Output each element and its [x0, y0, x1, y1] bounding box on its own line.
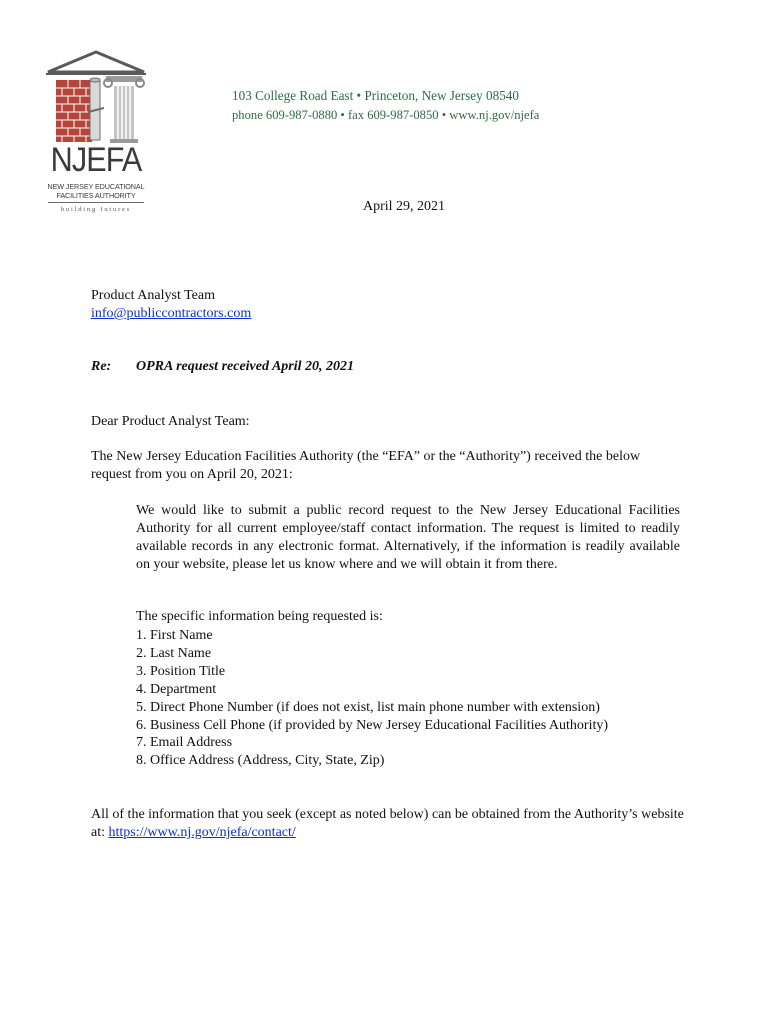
- njefa-logo: [44, 50, 154, 220]
- quoted-request: We would like to submit a public record request to the New Jersey Educational Facilities Authority for all current employee/staff contact information. The request is limited to readily available records in any electronic format. Alternatively, if the information is readily available on your website, please let us know where and we will obtain it from there.: [136, 503, 680, 572]
- logo-wordmark: NJEFA: [50, 141, 142, 179]
- list-item: 8. Office Address (Address, City, State, Zip): [136, 753, 385, 769]
- intro-paragraph: The New Jersey Education Facilities Authority (the “EFA” or the “Authority”) received the below request from you on April 20, 2021:: [91, 449, 641, 482]
- letterhead-contact: phone 609-987-0880 • fax 609-987-0850 • www.nj.gov/njefa: [232, 108, 540, 122]
- letterhead-address: 103 College Road East • Princeton, New Jersey 08540: [232, 88, 519, 103]
- list-item: 4. Department: [136, 681, 217, 697]
- closing-text: All of the information that you seek (except as noted below) can be obtained from the Authority’s website at:: [91, 807, 684, 840]
- contact-page-link[interactable]: https://www.nj.gov/njefa/contact/: [108, 825, 296, 840]
- logo-tagline: building futures: [60, 206, 132, 213]
- re-label: Re:: [91, 359, 112, 374]
- recipient-email-link[interactable]: info@publiccontractors.com: [91, 306, 252, 321]
- spec-list: [136, 627, 608, 770]
- list-item: 2. Last Name: [136, 645, 212, 661]
- list-item: 1. First Name: [136, 628, 213, 643]
- list-item: 7. Email Address: [136, 735, 233, 751]
- closing-paragraph: [91, 806, 691, 842]
- recipient-name: Product Analyst Team: [91, 288, 215, 303]
- building-emblem-icon: [44, 50, 148, 146]
- list-item: 5. Direct Phone Number (if does not exist, list main phone number with extension): [136, 699, 600, 715]
- spec-heading: The specific information being requested is:: [136, 609, 383, 624]
- list-item: 3. Position Title: [136, 663, 226, 679]
- re-subject: OPRA request received April 20, 2021: [136, 359, 355, 374]
- letter-date: April 29, 2021: [363, 199, 446, 214]
- logo-subtitle-line2: FACILITIES AUTHORITY: [56, 191, 136, 200]
- logo-divider: [48, 202, 144, 203]
- logo-subtitle-line1: NEW JERSEY EDUCATIONAL: [47, 182, 145, 191]
- list-item: 6. Business Cell Phone (if provided by New Jersey Educational Facilities Authority): [136, 717, 609, 733]
- salutation: Dear Product Analyst Team:: [91, 414, 250, 429]
